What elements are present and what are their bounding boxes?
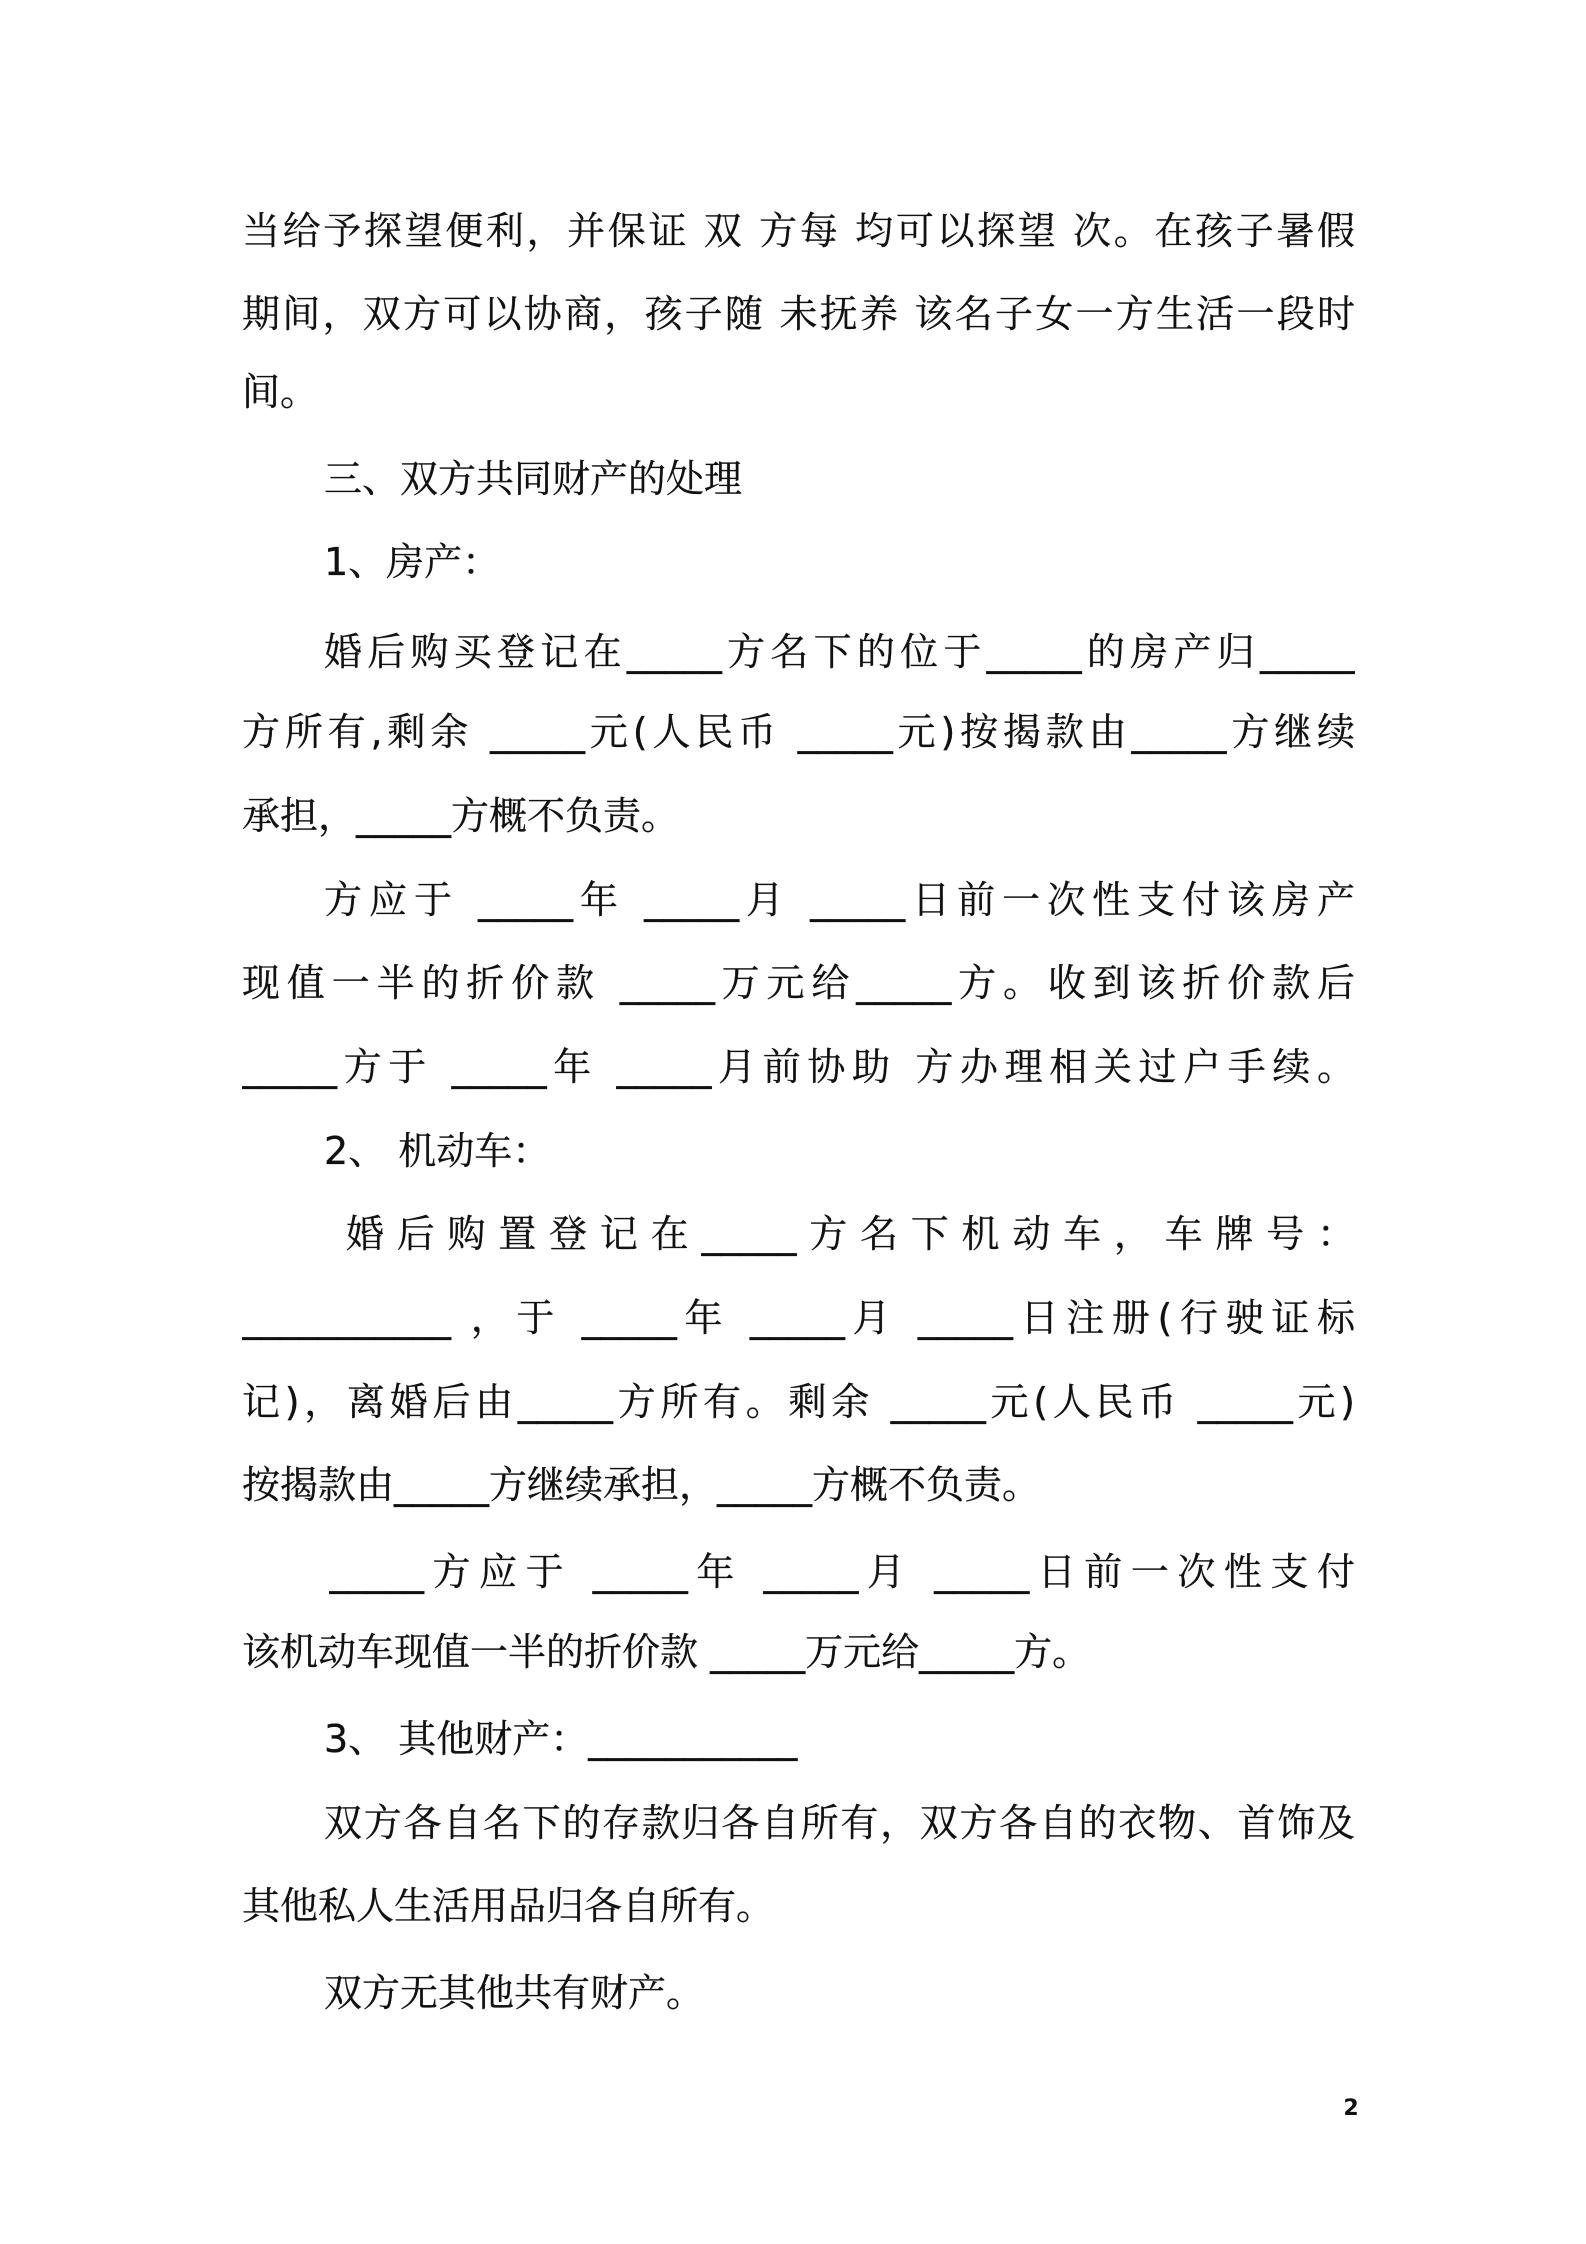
section-heading: 三、双方共同财产的处理 (324, 457, 743, 501)
subsection-heading-house: 1、房产： (324, 540, 501, 584)
paragraph-line: 记)，离婚后由_____方所有。剩余 _____元(人民币 _____元) (242, 1380, 1355, 1424)
paragraph-line: 双方无其他共有财产。 (324, 1971, 705, 2015)
paragraph-line: 当给予探望便利，并保证 双 方每 均可以探望 次。在孩子暑假 (242, 209, 1355, 253)
subsection-heading-vehicle: 2、 机动车： (324, 1129, 551, 1173)
paragraph-line: 按揭款由_____方继续承担，_____方概不负责。 (242, 1463, 1041, 1507)
paragraph-line: 双方各自名下的存款归各自所有，双方各自的衣物、首饰及 (324, 1801, 1355, 1845)
paragraph-line: 方应于 _____年 _____月 _____日前一次性支付该房产 (324, 878, 1355, 922)
paragraph-line: 该机动车现值一半的折价款 _____万元给_____方。 (242, 1630, 1091, 1674)
paragraph-line: 方所有,剩余 _____元(人民币 _____元)按揭款由_____方继续 (242, 710, 1355, 754)
paragraph-line: 婚后购置登记在_____方名下机动车，车牌号： (346, 1212, 1355, 1256)
paragraph-line: 其他私人生活用品归各自所有。 (242, 1884, 775, 1928)
paragraph-line: 现值一半的折价款 _____万元给_____方。收到该折价款后 (242, 961, 1355, 1005)
page-number: 2 (1343, 2096, 1359, 2121)
paragraph-line: 承担，_____方概不负责。 (242, 794, 680, 838)
paragraph-line: 期间，双方可以协商，孩子随 未抚养 该名子女一方生活一段时 (242, 292, 1355, 336)
paragraph-line: 婚后购买登记在_____方名下的位于_____的房产归_____ (324, 630, 1355, 674)
paragraph-line: _____方于 _____年 _____月前协助 方办理相关过户手续。 (242, 1045, 1355, 1089)
paragraph-line: 间。 (242, 370, 319, 414)
paragraph-line: _____方应于 _____年 _____月 _____日前一次性支付 (329, 1550, 1355, 1594)
subsection-heading-other-property: 3、 其他财产：___________ (324, 1717, 798, 1761)
paragraph-line: ___________ ，于 _____年 _____月 _____日注册(行驶证标 (242, 1296, 1355, 1340)
